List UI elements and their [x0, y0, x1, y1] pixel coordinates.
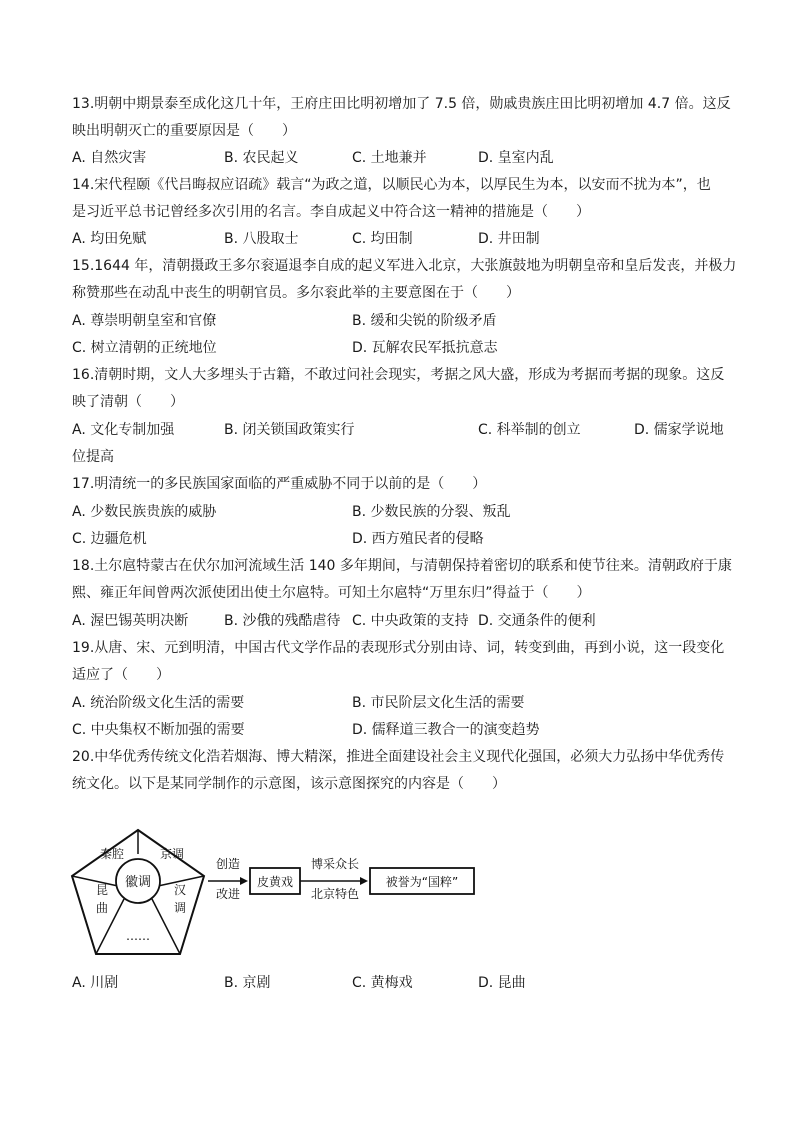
q19-option-c[interactable]: C. 中央集权不断加强的需要	[72, 722, 245, 738]
q20-stem-line1: 20.中华优秀传统文化浩若烟海、博大精深，推进全面建设社会主义现代化强国，必须大力弘扬中华优秀传	[72, 749, 725, 765]
q16-option-c[interactable]: C. 科举制的创立	[478, 422, 581, 438]
arrow1-head	[240, 877, 248, 885]
q13-stem-line2: 映出明朝灭亡的重要原因是（ ）	[72, 123, 296, 139]
q16-option-d[interactable]: D. 儒家学说地	[634, 422, 724, 438]
label-kun-1: 昆	[95, 883, 109, 897]
q15-stem-line2: 称赞那些在动乱中丧生的明朝官员。多尔衮此举的主要意图在于（ ）	[72, 285, 520, 301]
label-huidiao: 徽调	[124, 875, 152, 890]
q15-option-a[interactable]: A. 尊崇明朝皇室和官僚	[72, 313, 217, 329]
box-guocui-label: 被誉为“国粹”	[385, 875, 459, 889]
q18-option-a[interactable]: A. 渥巴锡英明决断	[72, 613, 189, 629]
q20-stem-line2: 统文化。以下是某同学制作的示意图，该示意图探究的内容是（ ）	[72, 776, 506, 792]
q18-stem-line1: 18.土尔扈特蒙古在伏尔加河流域生活 140 多年期间，与清朝保持着密切的联系和使节往来。清朝政府于康	[72, 558, 732, 574]
label-kun-2: 曲	[95, 901, 109, 915]
q20-option-c[interactable]: C. 黄梅戏	[352, 975, 413, 991]
q13-stem-line1: 13.明朝中期景泰至成化这几十年，王府庄田比明初增加了 7.5 倍，勋戚贵族庄田比明初增加 4.7 倍。这反	[72, 96, 731, 112]
q16-option-a[interactable]: A. 文化专制加强	[72, 422, 175, 438]
q18-stem-line2: 熙、雍正年间曾两次派使团出使土尔扈特。可知土尔扈特“万里东归”得益于（ ）	[72, 585, 591, 601]
q16-option-d-continued[interactable]: 位提高	[72, 449, 114, 465]
q13-option-b[interactable]: B. 农民起义	[224, 150, 299, 166]
q15-stem-line1: 15.1644 年，清朝摄政王多尔衮逼退李自成的起义军进入北京，大张旗鼓地为明朝皇帝和皇后发丧，并极力	[72, 258, 737, 274]
q17-option-c[interactable]: C. 边疆危机	[72, 531, 147, 547]
q19-option-a[interactable]: A. 统治阶级文化生活的需要	[72, 695, 245, 711]
q14-option-b[interactable]: B. 八股取士	[224, 231, 299, 247]
label-han-2: 调	[173, 901, 187, 915]
q20-option-d[interactable]: D. 昆曲	[478, 975, 526, 991]
q14-stem-line2: 是习近平总书记曾经多次引用的名言。李自成起义中符合这一精神的措施是（ ）	[72, 204, 590, 220]
q17-option-a[interactable]: A. 少数民族贵族的威胁	[72, 504, 217, 520]
q15-option-b[interactable]: B. 缓和尖锐的阶级矛盾	[352, 313, 497, 329]
q18-option-c[interactable]: C. 中央政策的支持	[352, 613, 469, 629]
arrow2-head	[360, 877, 368, 885]
q19-stem-line1: 19.从唐、宋、元到明清，中国古代文学作品的表现形式分别由诗、词，转变到曲，再到小说，这一段变化	[72, 640, 725, 656]
q18-option-d[interactable]: D. 交通条件的便利	[478, 613, 596, 629]
q20-option-a[interactable]: A. 川剧	[72, 975, 119, 991]
q17-option-b[interactable]: B. 少数民族的分裂、叛乱	[352, 504, 511, 520]
label-qinqiang: 秦腔	[99, 847, 125, 861]
q17-stem-line1: 17.明清统一的多民族国家面临的严重威胁不同于以前的是（ ）	[72, 476, 487, 492]
q14-option-c[interactable]: C. 均田制	[352, 231, 413, 247]
arrow1-label-bottom: 改进	[215, 887, 241, 901]
label-han-1: 汉	[173, 883, 187, 897]
q16-stem-line2: 映了清朝（ ）	[72, 394, 184, 410]
q20-option-b[interactable]: B. 京剧	[224, 975, 271, 991]
q14-option-d[interactable]: D. 井田制	[478, 231, 540, 247]
q15-option-d[interactable]: D. 瓦解农民军抵抗意志	[352, 340, 498, 356]
arrow1-label-top: 创造	[215, 857, 241, 871]
q18-option-b[interactable]: B. 沙俄的残酷虐待	[224, 613, 341, 629]
q19-option-b[interactable]: B. 市民阶层文化生活的需要	[352, 695, 525, 711]
label-ellipsis: ……	[126, 929, 150, 943]
q13-option-c[interactable]: C. 土地兼并	[352, 150, 427, 166]
q13-option-a[interactable]: A. 自然灾害	[72, 150, 147, 166]
peking-opera-diagram	[70, 826, 480, 966]
q19-option-d[interactable]: D. 儒释道三教合一的演变趋势	[352, 722, 540, 738]
box-pihuangxi-label: 皮黄戏	[256, 875, 294, 889]
q17-option-d[interactable]: D. 西方殖民者的侵略	[352, 531, 484, 547]
label-jingdiao: 京调	[159, 847, 185, 861]
q19-stem-line2: 适应了（ ）	[72, 667, 170, 683]
q14-stem-line1: 14.宋代程颐《代吕晦叔应诏疏》载言“为政之道，以顺民心为本，以厚民生为本，以安而不扰为本”，也	[72, 177, 711, 193]
q14-option-a[interactable]: A. 均田免赋	[72, 231, 147, 247]
arrow2-label-bottom: 北京特色	[310, 887, 360, 901]
q16-option-b[interactable]: B. 闭关锁国政策实行	[224, 422, 355, 438]
q15-option-c[interactable]: C. 树立清朝的正统地位	[72, 340, 217, 356]
q13-option-d[interactable]: D. 皇室内乱	[478, 150, 554, 166]
q16-stem-line1: 16.清朝时期，文人大多埋头于古籍，不敢过问社会现实，考据之风大盛，形成为考据而考据的现象。这反	[72, 367, 725, 383]
arrow2-label-top: 博采众长	[310, 857, 360, 871]
